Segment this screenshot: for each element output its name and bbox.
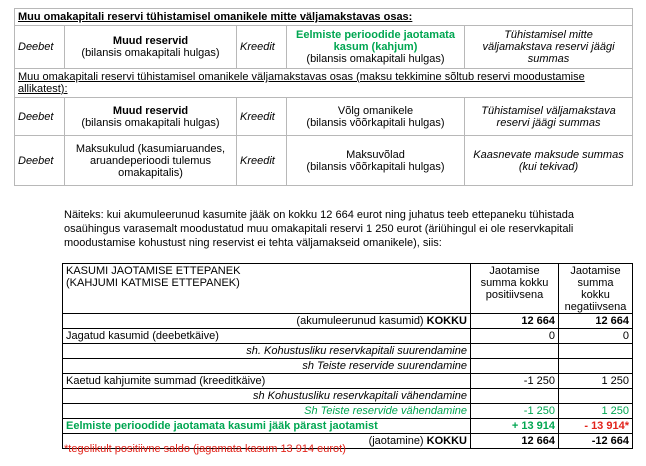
value-positive [471,359,559,374]
table-row [63,359,633,374]
credit-label: Kreedit [237,136,287,186]
value-negative: 1 250 [559,374,633,389]
entries-table [14,8,633,186]
table-row [63,344,633,359]
row1-description: Tühistamisel mitte väljamakstava reservi jäägi summas [465,26,633,69]
value-positive: -1 250 [471,374,559,389]
value-negative: -12 664 [559,434,633,449]
value-negative: 1 250 [559,404,633,419]
value-negative [559,344,633,359]
value-positive: 12 664 [471,314,559,329]
header-title-line1: KASUMI JAOTAMISE ETTEPANEK [66,265,241,277]
row2-description: Tühistamisel väljamakstava reservi jäägi summas [465,98,633,136]
row2-credit-sub: (bilansis võõrkapitali hulgas) [306,116,445,129]
row-label-bold: KOKKU [426,435,467,447]
profit-distribution-table [62,263,633,449]
row-label [63,314,471,329]
row1-credit-account: Eelmiste perioodide jaotamata kasum (kahjum) [296,29,455,53]
value-positive [471,344,559,359]
table-row [63,329,633,344]
column-header-negative: Jaotamise summa kokku negatiivsena [559,264,633,314]
row-label-prefix: (akumuleerunud kasumid) [296,315,427,327]
row3-credit-sub: (bilansis võõrkapitali hulgas) [306,160,445,173]
row-label: Jagatud kasumid (deebetkäive) [63,329,471,344]
value-negative [559,389,633,404]
header-title-line2: (KAHJUMI KATMISE ETTEPANEK) [66,277,240,289]
row1-debit-sub: (bilansis omakapitali hulgas) [81,47,220,59]
table-row [63,374,633,389]
row2-debit-account: Muud reservid [112,104,189,117]
table-header-title [63,264,471,314]
row-label: Eelmiste perioodide jaotamata kasumi jääk pärast jaotamist [63,419,471,434]
row-label: sh Kohustusliku reservkapitali vähendamine [63,389,471,404]
value-negative: 12 664 [559,314,633,329]
row2-credit [287,98,465,136]
debit-label: Deebet [15,98,65,136]
value-positive: -1 250 [471,404,559,419]
row2-debit [65,98,237,136]
row1-debit [65,26,237,69]
credit-label: Kreedit [237,26,287,69]
table-row [63,314,633,329]
footnote: *tegelikult positiivne saldo (jagamata kasum 13 914 eurot) [64,443,346,455]
row-label: sh. Kohustusliku reservkapitali suurendamine [63,344,471,359]
row-label: Kaetud kahjumite summad (kreeditkäive) [63,374,471,389]
row1-credit-sub: (bilansis omakapitali hulgas) [306,53,445,65]
table-row [63,389,633,404]
value-positive: + 13 914 [471,419,559,434]
row-label: sh Teiste reservide suurendamine [63,359,471,374]
example-paragraph: Näiteks: kui akumuleerunud kasumite jääk on kokku 12 664 eurot ning juhatus teeb ettepaneku tühistada osaühingus varasemalt moodustatud muu omakapitali reservi 1 250 eurot (äriühingul ei ole reservkapitali moodustamise kohustust ning reservist ei tehta väljamakseid omanikele), siis: [64,209,574,249]
table-row [63,419,633,434]
row-label: Sh Teiste reservide vähendamine [63,404,471,419]
row2-debit-sub: (bilansis omakapitali hulgas) [81,116,220,129]
table-row [63,404,633,419]
debit-label: Deebet [15,136,65,186]
row3-debit: Maksukulud (kasumiaruandes, aruandeperioodi tulemus omakapitalis) [65,136,237,186]
row1-credit [287,26,465,69]
row-label-prefix: (jaotamine) [368,435,427,447]
value-positive [471,389,559,404]
row3-description: Kaasnevate maksude summas (kui tekivad) [465,136,633,186]
section2-title: Muu omakapitali reservi tühistamisel omanikele väljamakstavas osas (maksu tekkimine sõltub reservi moodustamise allikatest): [15,69,633,98]
debit-label: Deebet [15,26,65,69]
row2-credit-account: Võlg omanikele [337,104,414,117]
value-negative: 0 [559,329,633,344]
credit-label: Kreedit [237,98,287,136]
section1-title: Muu omakapitali reservi tühistamisel omanikele mitte väljamakstavas osas: [15,9,633,26]
row3-credit-account: Maksuvõlad [346,148,405,161]
value-positive: 12 664 [471,434,559,449]
row-label-bold: KOKKU [426,315,467,327]
row1-debit-account: Muud reservid [112,35,189,47]
column-header-positive: Jaotamise summa kokku positiivsena [471,264,559,314]
value-negative: - 13 914* [559,419,633,434]
value-negative [559,359,633,374]
value-positive: 0 [471,329,559,344]
row3-credit [287,136,465,186]
